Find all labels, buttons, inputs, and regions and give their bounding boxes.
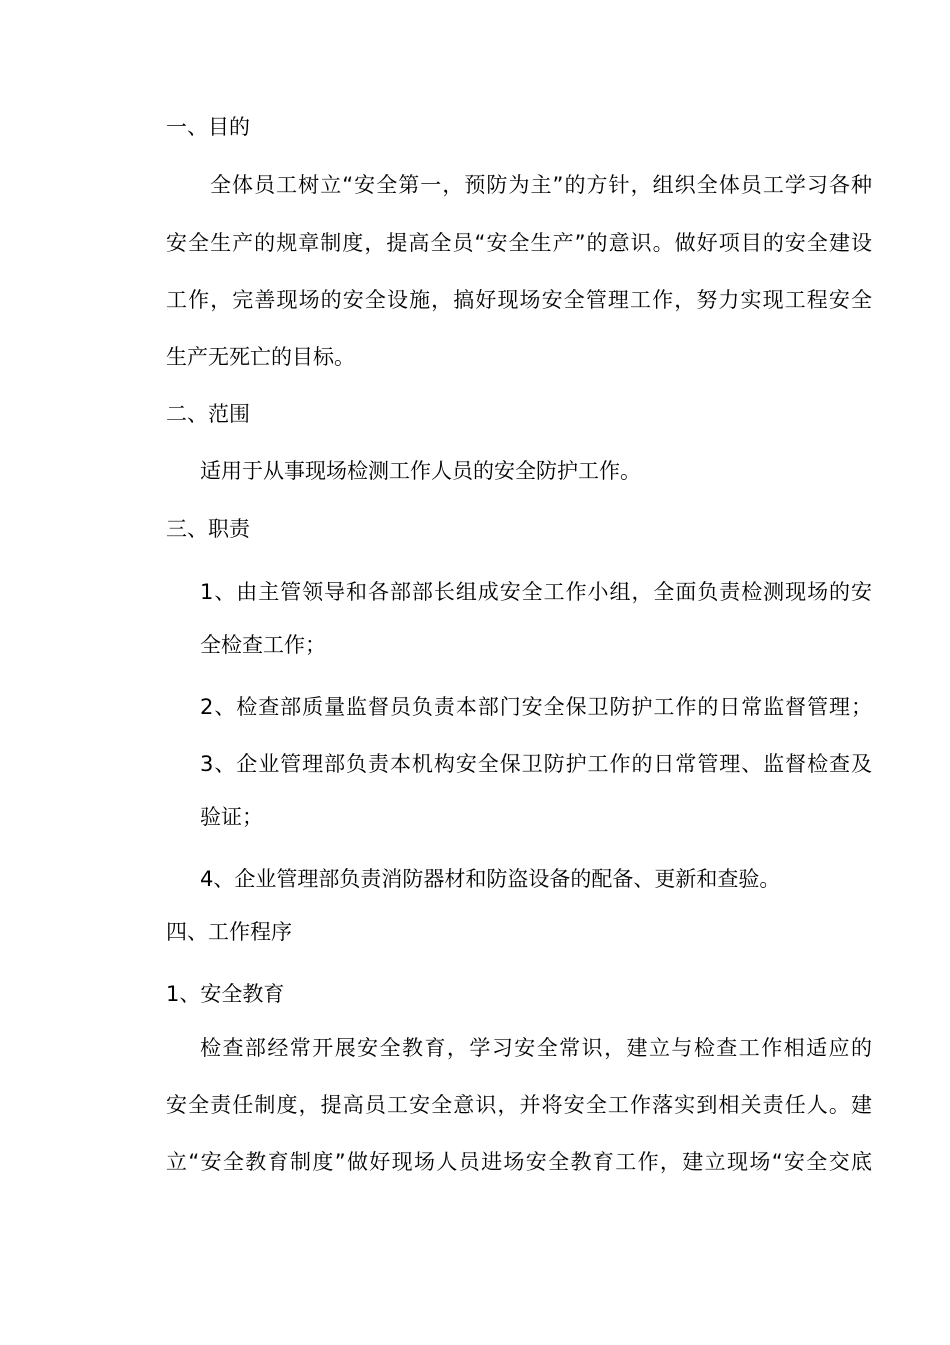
paragraph-line: 安全生产的规章制度，提高全员“安全生产”的意识。做好项目的安全建设 — [166, 231, 872, 255]
list-item-line: 验证； — [200, 805, 263, 829]
paragraph-line: 生产无死亡的目标。 — [166, 345, 355, 369]
section-heading-scope: 二、范围 — [166, 402, 250, 426]
list-item-line: 4、企业管理部负责消防器材和防盗设备的配备、更新和查验。 — [200, 867, 781, 891]
list-item-line: 全检查工作； — [200, 633, 326, 657]
list-item-line: 2、检查部质量监督员负责本部门安全保卫防护工作的日常监督管理； — [200, 695, 872, 719]
paragraph-line: 全体员工树立“安全第一，预防为主”的方针，组织全体员工学习各种 — [210, 173, 872, 197]
section-heading-purpose: 一、目的 — [166, 115, 250, 139]
subsection-heading: 1、安全教育 — [166, 982, 285, 1006]
section-heading-duties: 三、职责 — [166, 517, 250, 541]
paragraph-line: 工作，完善现场的安全设施，搞好现场安全管理工作，努力实现工程安全 — [166, 288, 872, 312]
paragraph-line: 安全责任制度，提高员工安全意识，并将安全工作落实到相关责任人。建 — [166, 1093, 872, 1117]
paragraph-line: 适用于从事现场检测工作人员的安全防护工作。 — [200, 459, 641, 483]
paragraph-line: 立“安全教育制度”做好现场人员进场安全教育工作，建立现场“安全交底 — [166, 1150, 872, 1174]
list-item-line: 1、由主管领导和各部部长组成安全工作小组，全面负责检测现场的安 — [200, 580, 872, 604]
section-heading-procedure: 四、工作程序 — [166, 920, 292, 944]
list-item-line: 3、企业管理部负责本机构安全保卫防护工作的日常管理、监督检查及 — [200, 752, 872, 776]
paragraph-line: 检查部经常开展安全教育，学习安全常识，建立与检查工作相适应的 — [200, 1036, 872, 1060]
